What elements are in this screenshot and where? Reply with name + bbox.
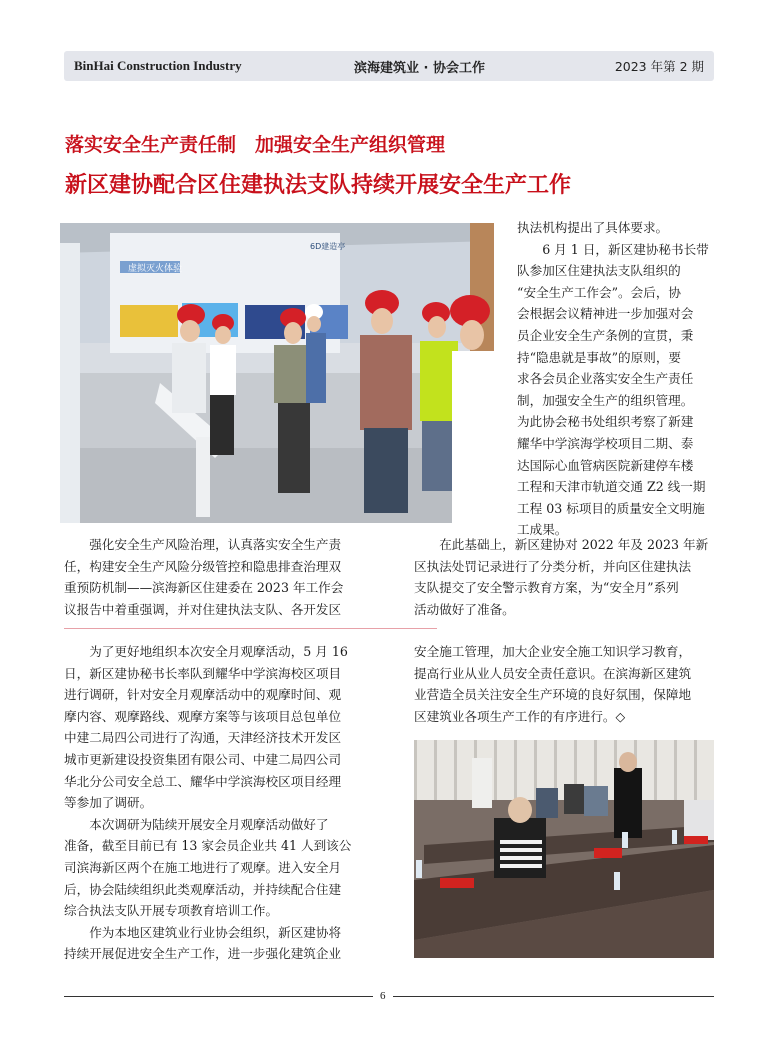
text-line: 员企业安全生产条例的宣贯，秉 [517, 327, 694, 343]
paragraph-3-lines [414, 534, 717, 620]
text-line: 提高行业从业人员安全责任意识。在滨海新区建筑 [414, 665, 692, 681]
text-line: 活动做好了准备。 [414, 601, 515, 617]
text-line: “安全生产工作会”。会后，协 [517, 284, 682, 300]
text-line: 等参加了调研。 [64, 795, 153, 811]
text-line: 队参加区住建执法支队组织的 [517, 263, 681, 279]
text-line: 重预防机制——滨海新区住建委在 2023 年工作会 [64, 580, 344, 596]
page-number: 6 [380, 990, 386, 1002]
text-line: 为了更好地组织本次安全月观摩活动，5 月 16 [89, 644, 348, 659]
text-line: 强化安全生产风险治理，认真落实安全生产责 [89, 537, 342, 552]
page-header [64, 51, 714, 81]
text-line: 达国际心血管病医院新建停车楼 [517, 457, 694, 473]
text-line: 城市更新建设投资集团有限公司、中建二局四公司 [64, 751, 342, 767]
text-line: 6 月 1 日，新区建协秘书长带 [542, 241, 709, 257]
text-line: 摩内容、观摩路线、观摩方案等与该项目总包单位 [64, 708, 342, 724]
text-line: 作为本地区建筑业行业协会组织，新区建协将 [89, 924, 342, 940]
text-line: 后，协会陆续组织此类观摩活动，并持续配合住建 [64, 881, 342, 897]
paragraph-2-lines [517, 217, 717, 541]
photo-sign-text-1: 虚拟灭火体验 [128, 264, 183, 274]
text-line: 区建筑业各项生产工作的有序进行。◇ [414, 708, 626, 724]
text-line: 日，新区建协秘书长率队到耀华中学滨海校区项目 [64, 665, 342, 681]
paragraph-6-continued-lines [414, 641, 717, 727]
text-line: 任，构建安全生产风险分级管控和隐患排查治理双 [64, 558, 342, 574]
footer-line-right [393, 996, 714, 997]
text-line: 议报告中着重强调，并对住建执法支队、各开发区 [64, 601, 342, 617]
text-line: 业营造全员关注安全生产环境的良好氛围，保障地 [414, 687, 692, 703]
photo-exhibition-visit [60, 223, 494, 523]
text-line: 制，加强安全生产的组织管理。 [517, 392, 694, 408]
text-line: 工程和天津市轨道交通 Z2 线一期 [517, 479, 706, 495]
text-line: 进行调研，针对安全月观摩活动中的观摩时间、观 [64, 687, 342, 703]
article-title-1: 落实安全生产责任制 加强安全生产组织管理 [65, 134, 446, 156]
paragraph-4-6-lines [64, 641, 386, 965]
text-line: 执法机构提出了具体要求。 [517, 220, 669, 235]
text-line: 耀华中学滨海学校项目二期、泰 [517, 435, 694, 451]
header-publication-en: BinHai Construction Industry [74, 58, 242, 73]
text-line: 中建二局四公司进行了沟通，天津经济技术开发区 [64, 730, 342, 746]
text-line: 求各会员企业落实安全生产责任 [517, 371, 694, 387]
text-line: 华北分公司安全总工、耀华中学滨海校区项目经理 [64, 773, 342, 789]
section-divider [64, 628, 437, 629]
text-line: 持“隐患就是事故”的原则，要 [517, 349, 682, 365]
text-line: 准备，截至目前已有 13 家会员企业共 41 人到该公 [64, 838, 352, 854]
photo-exhibition-visit-image [60, 223, 494, 523]
text-line: 支队提交了安全警示教育方案，为“安全月”系列 [414, 580, 679, 596]
text-line: 司滨海新区两个在施工地进行了观摩。进入安全月 [64, 859, 342, 875]
text-line: 安全施工管理，加大企业安全施工知识学习教育， [414, 644, 692, 659]
article-title-2: 新区建协配合区住建执法支队持续开展安全生产工作 [65, 173, 572, 198]
header-section: 滨海建筑业 · 协会工作 [354, 61, 485, 76]
header-issue: 2023 年第 2 期 [614, 59, 704, 74]
text-line: 工成果。 [517, 522, 568, 538]
text-line: 综合执法支队开展专项教育培训工作。 [64, 903, 279, 919]
text-line: 为此协会秘书处组织考察了新建 [517, 414, 694, 430]
photo-training-meeting [414, 740, 714, 958]
text-line: 区执法处罚记录进行了分类分析，并向区住建执法 [414, 558, 692, 574]
text-line: 会根据会议精神进一步加强对会 [517, 306, 694, 322]
photo-training-meeting-image [414, 740, 714, 958]
text-line: 本次调研为陆续开展安全月观摩活动做好了 [89, 816, 329, 832]
footer-line-left [64, 996, 373, 997]
paragraph-1-lines [64, 534, 437, 620]
text-line: 工程 03 标项目的质量安全文明施 [517, 500, 705, 516]
text-line: 持续开展促进安全生产工作，进一步强化建筑企业 [64, 946, 342, 962]
text-line: 在此基础上，新区建协对 2022 年及 2023 年新 [439, 537, 709, 552]
photo-sign-text-2: 6D建造亭 [310, 242, 346, 251]
